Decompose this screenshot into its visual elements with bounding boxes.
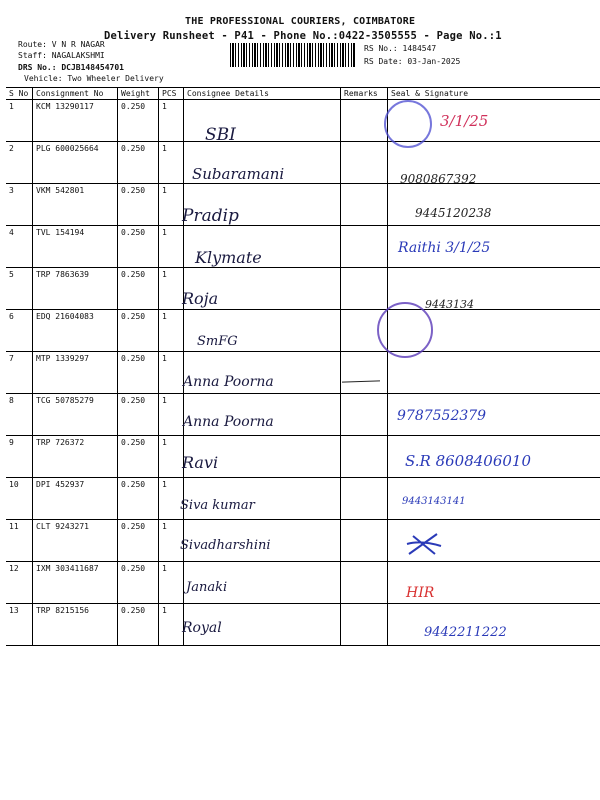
signature: HIR: [406, 585, 435, 601]
col-remarks: Remarks: [341, 88, 388, 100]
cell-weight: 0.250: [118, 520, 159, 562]
handwritten-name: SBI: [205, 125, 236, 145]
cell-consignment: MTP 1339297: [33, 352, 118, 394]
cell-remarks: [341, 268, 388, 310]
page-title: THE PROFESSIONAL COURIERS, COIMBATORE: [185, 16, 416, 27]
cell-pcs: 1: [159, 268, 184, 310]
handwritten-name: Sivadharshini: [180, 538, 271, 553]
cell-sno: 1: [6, 100, 33, 142]
handwritten-name: Anna Poorna: [183, 374, 274, 390]
rs-date-label: RS Date: 03-Jan-2025: [364, 57, 461, 66]
page-subtitle: Delivery Runsheet - P41 - Phone No.:0422-3505555 - Page No.:1: [104, 30, 502, 42]
cell-pcs: 1: [159, 394, 184, 436]
cell-remarks: [341, 520, 388, 562]
cell-signature: [388, 352, 600, 394]
cell-consignment: DPI 452937: [33, 478, 118, 520]
handwritten-name: Pradip: [182, 206, 239, 226]
cell-sno: 8: [6, 394, 33, 436]
handwritten-name: SmFG: [197, 334, 238, 349]
signature: S.R 8608406010: [405, 452, 532, 470]
col-consignment: Consignment No: [33, 88, 118, 100]
cell-remarks: [341, 142, 388, 184]
cell-weight: 0.250: [118, 436, 159, 478]
cell-signature: [388, 268, 600, 310]
cell-sno: 10: [6, 478, 33, 520]
cell-pcs: 1: [159, 562, 184, 604]
cell-weight: 0.250: [118, 184, 159, 226]
cell-consignment: TRP 8215156: [33, 604, 118, 646]
rs-no-label: RS No.: 1484547: [364, 44, 437, 53]
cell-sno: 2: [6, 142, 33, 184]
table-row: [6, 604, 600, 646]
cell-weight: 0.250: [118, 394, 159, 436]
table-row: [6, 142, 600, 184]
table-row: [6, 352, 600, 394]
drs-label: DRS No.: DCJB148454701: [18, 63, 124, 72]
cell-weight: 0.250: [118, 142, 159, 184]
table-row: [6, 100, 600, 142]
signature: 9080867392: [400, 172, 477, 186]
signature: 9443134: [425, 298, 474, 311]
cell-sno: 13: [6, 604, 33, 646]
cell-consignment: TVL 154194: [33, 226, 118, 268]
cell-sno: 7: [6, 352, 33, 394]
cell-pcs: 1: [159, 184, 184, 226]
table-row: [6, 562, 600, 604]
cell-remarks: [341, 478, 388, 520]
cell-pcs: 1: [159, 520, 184, 562]
col-weight: Weight: [118, 88, 159, 100]
table-row: [6, 520, 600, 562]
cell-consignment: KCM 13290117: [33, 100, 118, 142]
cell-remarks: [341, 604, 388, 646]
cell-sno: 5: [6, 268, 33, 310]
cell-weight: 0.250: [118, 226, 159, 268]
cell-pcs: 1: [159, 142, 184, 184]
col-pcs: PCS: [159, 88, 184, 100]
cell-remarks: [341, 184, 388, 226]
table-row: [6, 268, 600, 310]
cell-consignment: TRP 7863639: [33, 268, 118, 310]
table-row: [6, 478, 600, 520]
signature-scribble: [405, 530, 445, 558]
col-consignee: Consignee Details: [184, 88, 341, 100]
staff-label: Staff: NAGALAKSHMI: [18, 51, 105, 60]
signature: Raithi 3/1/25: [398, 240, 491, 256]
table-row: [6, 184, 600, 226]
handwritten-name: Roja: [182, 289, 219, 308]
cell-remarks: [341, 436, 388, 478]
cell-pcs: 1: [159, 226, 184, 268]
handwritten-name: Klymate: [195, 248, 262, 267]
signature: 9787552379: [397, 408, 487, 424]
col-signature: Seal & Signature: [388, 88, 600, 100]
cell-consignment: TCG 50785279: [33, 394, 118, 436]
cell-consignment: IXM 303411687: [33, 562, 118, 604]
cell-remarks: [341, 100, 388, 142]
cell-pcs: 1: [159, 604, 184, 646]
table-row: [6, 226, 600, 268]
cell-remarks: [341, 352, 388, 394]
table-row: [6, 394, 600, 436]
handwritten-name: Subaramani: [192, 165, 285, 183]
vehicle-label: Vehicle: Two Wheeler Delivery: [24, 74, 164, 83]
signature: 9442211222: [424, 625, 507, 640]
cell-sno: 3: [6, 184, 33, 226]
cell-consignment: CLT 9243271: [33, 520, 118, 562]
signature: 3/1/25: [440, 112, 489, 130]
cell-sno: 11: [6, 520, 33, 562]
handwritten-name: Anna Poorna: [183, 414, 274, 430]
cell-pcs: 1: [159, 478, 184, 520]
cell-sno: 4: [6, 226, 33, 268]
barcode: [230, 43, 356, 67]
cell-weight: 0.250: [118, 100, 159, 142]
cell-consignment: PLG 600025664: [33, 142, 118, 184]
signature: 9443143141: [402, 496, 466, 507]
signature: 9445120238: [415, 206, 492, 220]
cell-consignment: VKM 542801: [33, 184, 118, 226]
handwritten-name: Ravi: [182, 453, 219, 472]
cell-remarks: [341, 226, 388, 268]
cell-pcs: 1: [159, 100, 184, 142]
cell-pcs: 1: [159, 310, 184, 352]
table-row: [6, 310, 600, 352]
cell-consignment: TRP 726372: [33, 436, 118, 478]
table-header-row: [6, 88, 600, 100]
cell-weight: 0.250: [118, 352, 159, 394]
cell-sno: 6: [6, 310, 33, 352]
cell-pcs: 1: [159, 352, 184, 394]
cell-consignment: EDQ 21604083: [33, 310, 118, 352]
cell-sno: 9: [6, 436, 33, 478]
cell-sno: 12: [6, 562, 33, 604]
cell-remarks: [341, 394, 388, 436]
cell-weight: 0.250: [118, 604, 159, 646]
handwritten-name: Royal: [182, 620, 222, 636]
cell-weight: 0.250: [118, 310, 159, 352]
runsheet-table: [6, 87, 600, 646]
cell-remarks: [341, 562, 388, 604]
cell-weight: 0.250: [118, 268, 159, 310]
cell-weight: 0.250: [118, 478, 159, 520]
handwritten-name: Janaki: [186, 580, 228, 595]
cell-weight: 0.250: [118, 562, 159, 604]
col-sno: S No: [6, 88, 33, 100]
route-label: Route: V N R NAGAR: [18, 40, 105, 49]
handwritten-name: Siva kumar: [180, 498, 255, 513]
cell-pcs: 1: [159, 436, 184, 478]
seal-stamp: [384, 100, 432, 148]
